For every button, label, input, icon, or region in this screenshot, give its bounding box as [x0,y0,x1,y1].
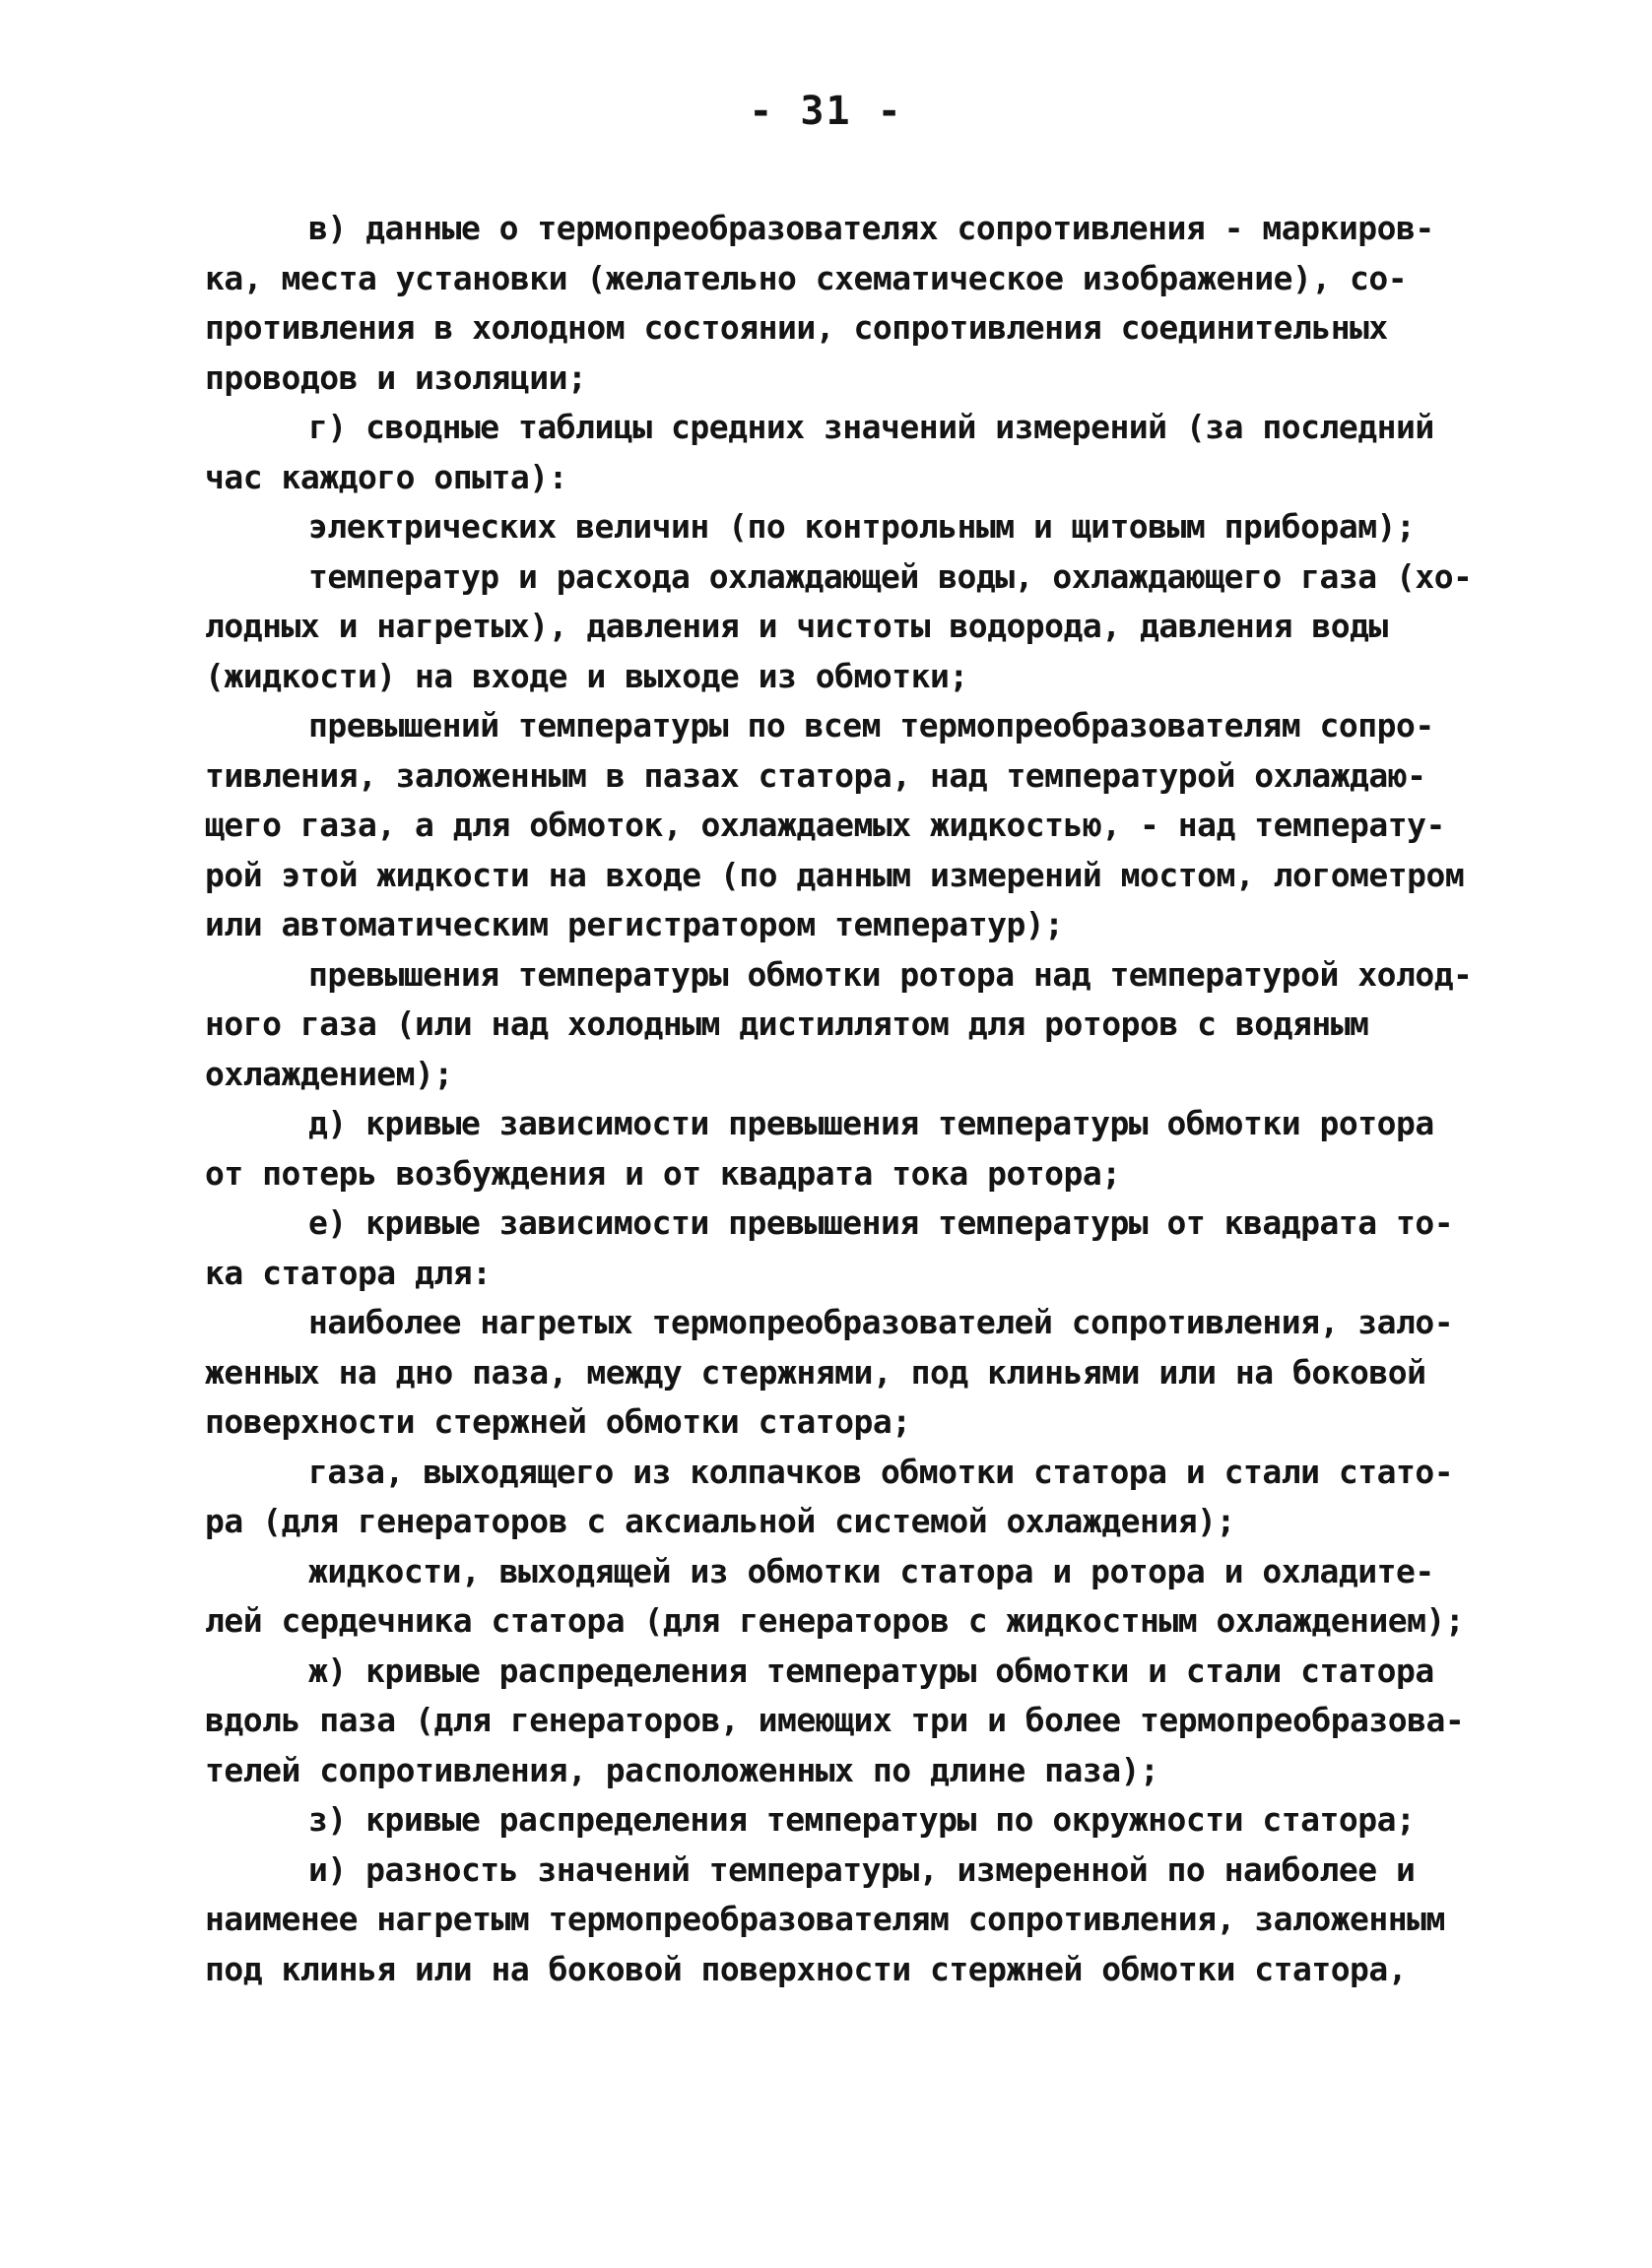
text-line: щего газа, а для обмоток, охлаждаемых жидкостью, - над температу- [205,806,1445,844]
text-line: электрических величин (по контрольным и щитовым приборам); [308,507,1416,546]
text-line: газа, выходящего из колпачков обмотки статора и стали стато- [308,1452,1454,1491]
text-line: ка статора для: [205,1253,492,1292]
text-line: е) кривые зависимости превышения температуры от квадрата то- [308,1203,1454,1242]
text-line: д) кривые зависимости превышения температуры обмотки ротора [308,1104,1434,1142]
text-line: превышений температуры по всем термопреобразователям сопро- [308,706,1434,745]
text-line: и) разность значений температуры, измеренной по наиболее и [308,1849,1416,1889]
page-number: - 31 - [749,89,903,134]
text-line: рой этой жидкости на входе (по данным измерений мостом, логометром [205,855,1465,894]
document-body [205,204,1564,1994]
text-line: наименее нагретым термопреобразователям сопротивления, заложенным [205,1900,1445,1938]
text-line: превышения температуры обмотки ротора над температурой холод- [308,954,1473,994]
text-line: ка, места установки (желательно схематическое изображение), со- [205,258,1408,297]
text-line: лодных и нагретых), давления и чистоты водорода, давления воды [205,607,1388,645]
text-line: охлаждением); [205,1054,453,1093]
text-line: ж) кривые распределения температуры обмотки и стали статора [308,1651,1434,1690]
text-line: ного газа (или над холодным дистиллятом для роторов с водяным [205,1004,1369,1043]
text-line: г) сводные таблицы средних значений измерений (за последний [308,408,1434,446]
text-line: з) кривые распределения температуры по окружности статора; [308,1800,1416,1839]
text-line: противления в холодном состоянии, сопротивления соединительных [205,308,1388,347]
text-line: под клинья или на боковой поверхности стержней обмотки статора, [205,1949,1408,1988]
text-line: поверхности стержней обмотки статора; [205,1402,911,1441]
text-line: тивления, заложенным в пазах статора, над температурой охлаждаю- [205,755,1426,795]
text-line: лей сердечника статора (для генераторов с жидкостным охлаждением); [205,1601,1465,1640]
text-line: ра (для генераторов с аксиальной системой охлаждения); [205,1502,1235,1540]
text-line: час каждого опыта): [205,457,567,496]
text-line: женных на дно паза, между стержнями, под клиньями или на боковой [205,1352,1426,1392]
text-line: телей сопротивления, расположенных по длине паза); [205,1750,1159,1789]
text-line: от потерь возбуждения и от квадрата тока ротора; [205,1153,1121,1193]
text-line: жидкости, выходящей из обмотки статора и ротора и охладите- [308,1551,1434,1590]
text-line: в) данные о термопреобразователях сопротивления - маркиров- [308,209,1434,247]
text-line: проводов и изоляции; [205,357,587,397]
text-line: или автоматическим регистратором температур); [205,905,1064,943]
text-line: (жидкости) на входе и выходе из обмотки; [205,656,968,695]
text-line: вдоль паза (для генераторов, имеющих три и более термопреобразова- [205,1701,1465,1739]
text-line: наиболее нагретых термопреобразователей сопротивления, зало- [308,1303,1454,1341]
text-line: температур и расхода охлаждающей воды, охлаждающего газа (хо- [308,556,1473,596]
